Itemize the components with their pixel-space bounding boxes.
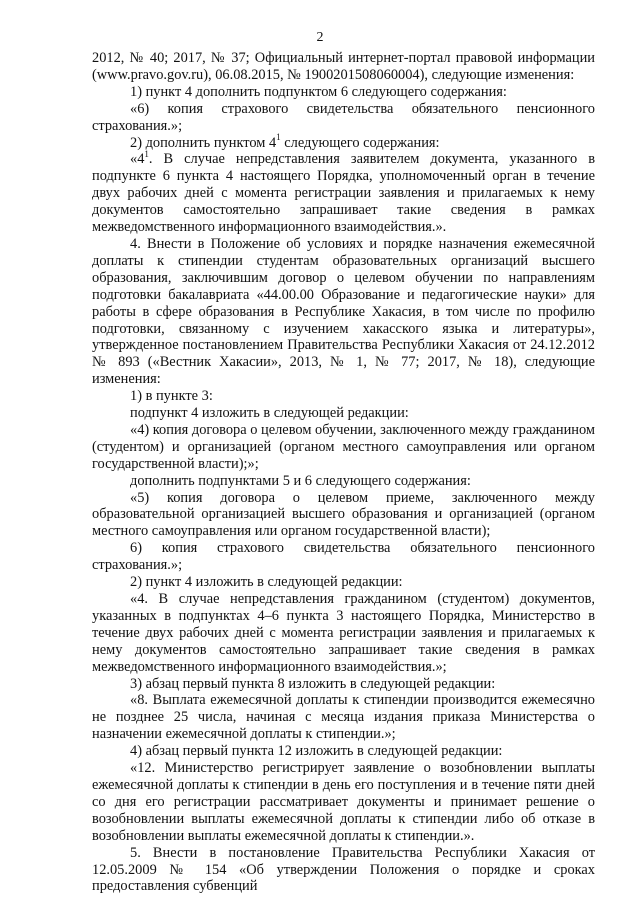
paragraph: 3) абзац первый пункта 8 изложить в следующей редакции: (130, 675, 496, 692)
paragraph: 1) в пункте 3: (130, 388, 213, 405)
paragraph: 4. Внести в Положение об условиях и порядке назначения ежемесячной доплаты к стипендии студентам образовательных организаций высшего образования, заключившим договор о целевом обучении по направлениям подготовки бакалавриата «44.00.00 Образование и педагогические науки» для работы в сфере образования в Республике Хакасия, в том числе по профилю подготовки, связанному с изучением хакасского языка и литературы», утвержденное постановлением Правительства Республики Хакасия от 24.12.2012 № 893 («Вестник Хакасии», 2013, № 1, № 77; 2017, № 18), следующие изменения: (92, 235, 595, 388)
paragraph (92, 148, 595, 236)
paragraph: «12. Министерство регистрирует заявление о возобновлении выплаты ежемесячной доплаты к стипендии в день его поступления и в течение пяти дней со дня его регистрации рассматривает документы и принимает решение о возобновлении выплаты ежемесячной доплаты к стипендии либо об отказе в возобновлении выплаты ежемесячной доплаты к стипендии.». (92, 760, 595, 844)
document-body (92, 50, 595, 895)
paragraph: «8. Выплата ежемесячной доплаты к стипендии производится ежемесячно не позднее 25 числа, начиная с месяца издания приказа Министерства о назначении ежемесячной доплаты к стипендии.»; (92, 692, 595, 743)
paragraph: 4) абзац первый пункта 12 изложить в следующей редакции: (130, 743, 503, 760)
paragraph: «5) копия договора о целевом приеме, заключенного между образовательной организацией высшего образования и организацией (органом местного самоуправления или органом государственной власти); (92, 489, 595, 540)
superscript: 1 (276, 131, 281, 142)
paragraph: «6) копия страхового свидетельства обязательного пенсионного страхования.»; (92, 100, 595, 134)
paragraph: «4. В случае непредставления гражданином (студентом) документов, указанных в подпунктах 4–6 пункта 3 настоящего Порядка, Министерство в течение двух рабочих дней с момента регистрации заявления и прилагаемых к нему документов самостоятельно запрашивает такие сведения в рамках межведомственного информационного взаимодействия.»; (92, 591, 595, 675)
text-run: следующего содержания: (280, 134, 440, 151)
paragraph: 1) пункт 4 дополнить подпунктом 6 следующего содержания: (130, 83, 507, 100)
paragraph: 6) копия страхового свидетельства обязательного пенсионного страхования.»; (92, 540, 595, 574)
paragraph: дополнить подпунктами 5 и 6 следующего содержания: (130, 472, 471, 489)
paragraph: 5. Внести в постановление Правительства Республики Хакасия от 12.05.2009 № 154 «Об утверждении Положения о порядке и сроках предоставления субвенций (92, 844, 595, 895)
superscript: 1 (144, 148, 149, 159)
paragraph: подпункт 4 изложить в следующей редакции: (130, 405, 409, 422)
paragraph: 2) пункт 4 изложить в следующей редакции: (130, 574, 403, 591)
text-run: . В случае непредставления заявителем документа, указанного в подпункте 6 пункта 4 настоящего Порядка, уполномоченный орган в течение двух рабочих дней с момента регистрации заявления и прилагаемых к нему документов самостоятельно запрашивает такие сведения в рамках межведомственного информационного взаимодействия.». (92, 151, 595, 236)
paragraph (92, 131, 595, 152)
text-run: «4 (130, 151, 145, 168)
text-run: 2) дополнить пунктом 4 (130, 134, 277, 151)
paragraph: «4) копия договора о целевом обучении, заключенного между гражданином (студентом) и организацией (органом местного самоуправления или органом государственной власти);»; (92, 421, 595, 472)
paragraph: 2012, № 40; 2017, № 37; Официальный интернет-портал правовой информации (www.pravo.gov.ru), 06.08.2015, № 1900201508060004), следующие изменения: (92, 50, 595, 83)
page-number: 2 (316, 30, 324, 45)
